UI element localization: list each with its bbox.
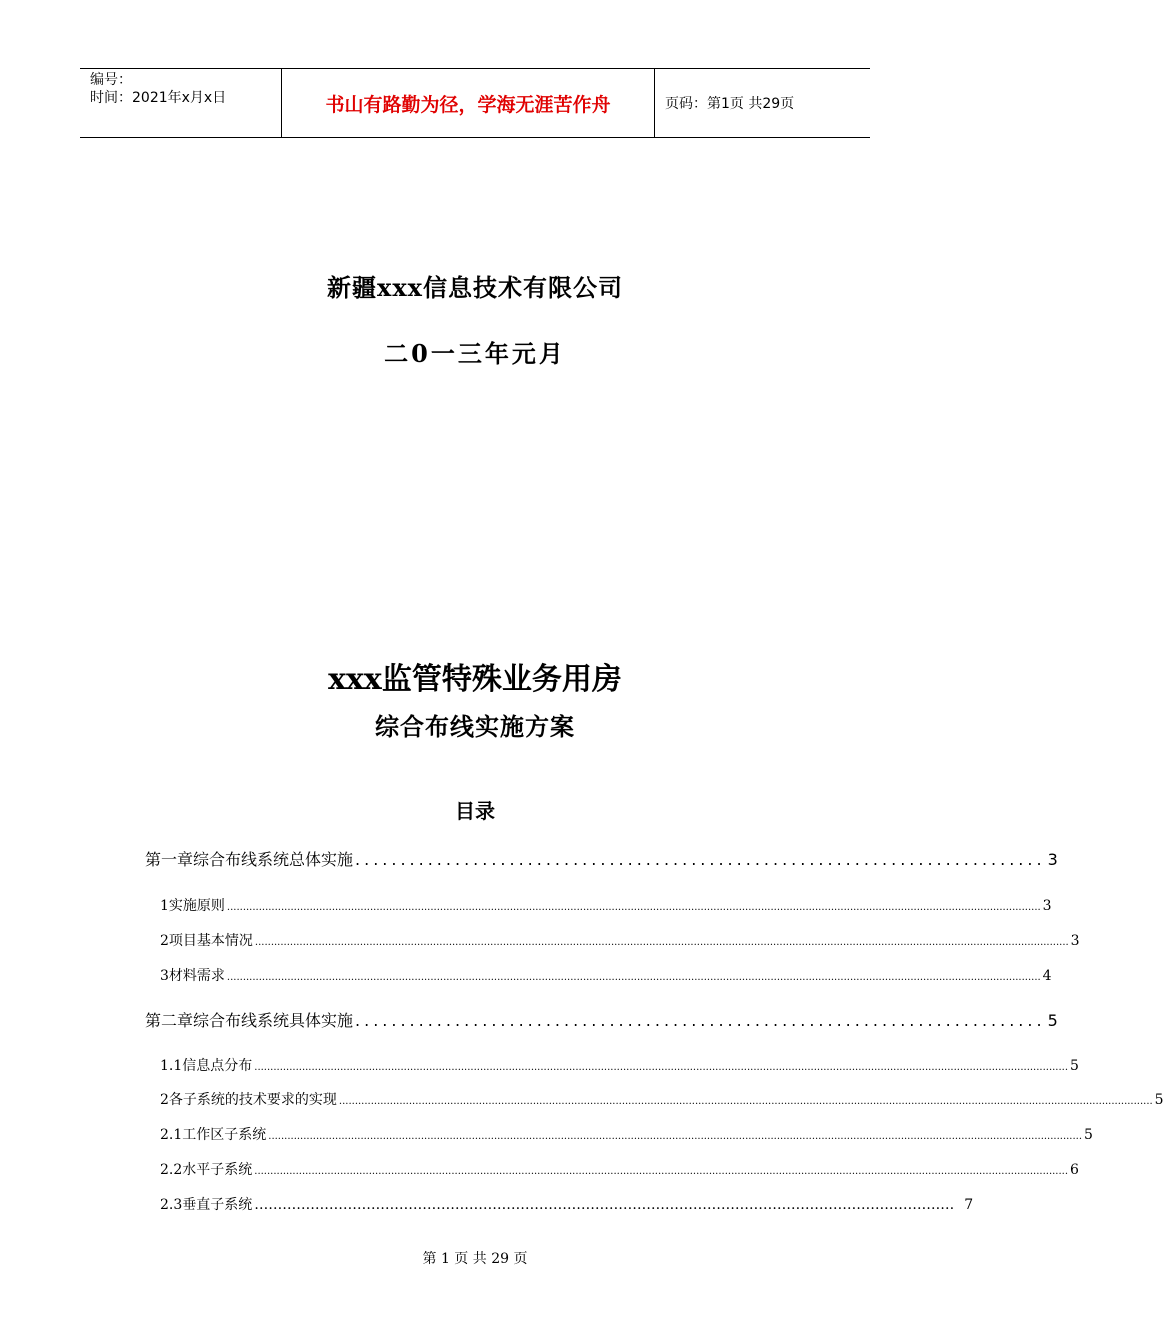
toc-entry-number: 2.3: [160, 1197, 183, 1213]
toc-entry-page: 6: [1070, 1162, 1079, 1178]
toc-item[interactable]: [160, 1124, 1093, 1144]
toc-entry-number: 第一章: [145, 850, 194, 869]
toc-leader: ................................................................................................................................................................................................................................................................: [254, 1062, 1069, 1073]
toc-entry-number: 1.1: [160, 1058, 183, 1074]
toc-leader: ................................................................................................................................................................................................................................................................: [254, 1166, 1069, 1177]
toc-leader: ................................................................................................................................................................................................................................................................: [226, 972, 1041, 983]
toc-entry-text: 信息点分布: [182, 1058, 253, 1074]
toc-title: 目录: [455, 799, 495, 823]
toc-entry-page: 5: [1070, 1058, 1079, 1074]
toc-entry-number: 1: [160, 898, 169, 914]
toc-entry-text: 实施原则: [168, 898, 225, 914]
toc-entry-text: 水平子系统: [182, 1162, 253, 1178]
company-name: 新疆xxx信息技术有限公司: [327, 273, 623, 302]
toc-chapter-1[interactable]: [145, 847, 1058, 870]
toc-item[interactable]: [160, 895, 1052, 915]
toc-entry-number: 3: [160, 968, 169, 984]
document-date: 二0一三年元月: [384, 339, 566, 368]
header-motto: 书山有路勤为径，学海无涯苦作舟: [281, 69, 655, 137]
toc-entry-page: 5: [1084, 1127, 1093, 1143]
toc-leader: ................................................................................................................................................................................................................................................................: [268, 1131, 1083, 1142]
toc-entry-text: 垂直子系统: [182, 1197, 253, 1213]
toc-leader: ................................................................................................................................................................................................................................................................: [338, 1096, 1153, 1107]
toc-entry-text: 综合布线系统具体实施: [193, 1011, 354, 1030]
toc-leader: ................................................................................................................................................................................................................................................................: [226, 902, 1041, 913]
toc-item[interactable]: [160, 1089, 1164, 1109]
toc-leader: ……………………………………………………………………………………………………………………………………: [254, 1197, 955, 1213]
header-number-label: 编号：: [90, 72, 132, 88]
toc-entry-page: 5: [1154, 1092, 1164, 1108]
toc-entry-page: 3: [1047, 850, 1058, 869]
header-page-info: 页码：第1页 共29页: [665, 96, 795, 112]
toc-entry-page: 3: [1070, 933, 1080, 949]
header-time-label: 时间：2021年x月x日: [90, 90, 227, 106]
toc-entry-text: 各子系统的技术要求的实现: [168, 1092, 337, 1108]
header-meta: [80, 69, 281, 137]
toc-leader: ............................................................................: [355, 1011, 1046, 1030]
toc-chapter-2[interactable]: [145, 1008, 1058, 1031]
toc-item[interactable]: [160, 930, 1080, 950]
toc-item[interactable]: [160, 1194, 974, 1214]
toc-leader: ............................................................................: [355, 850, 1046, 869]
toc-entry-text: 材料需求: [168, 968, 225, 984]
toc-entry-page: 7: [964, 1197, 974, 1213]
toc-entry-number: 第二章: [145, 1011, 194, 1030]
toc-leader: ................................................................................................................................................................................................................................................................: [254, 937, 1069, 948]
toc-entry-number: 2: [160, 933, 169, 949]
page-footer: 第 1 页 共 29 页: [422, 1251, 528, 1267]
toc-item[interactable]: [160, 1159, 1079, 1179]
toc-entry-page: 5: [1047, 1011, 1058, 1030]
toc-entry-number: 2: [160, 1092, 169, 1108]
toc-entry-page: 3: [1042, 898, 1052, 914]
toc-item[interactable]: [160, 965, 1052, 985]
document-subtitle: 综合布线实施方案: [375, 712, 575, 741]
toc-entry-page: 4: [1042, 968, 1052, 984]
toc-entry-text: 项目基本情况: [168, 933, 253, 949]
document-title: xxx监管特殊业务用房: [328, 662, 622, 697]
toc-entry-number: 2.1: [160, 1127, 183, 1143]
document-header: [80, 68, 870, 138]
toc-item[interactable]: [160, 1055, 1079, 1075]
toc-entry-text: 工作区子系统: [182, 1127, 267, 1143]
toc-entry-text: 综合布线系统总体实施: [193, 850, 354, 869]
toc-entry-number: 2.2: [160, 1162, 183, 1178]
